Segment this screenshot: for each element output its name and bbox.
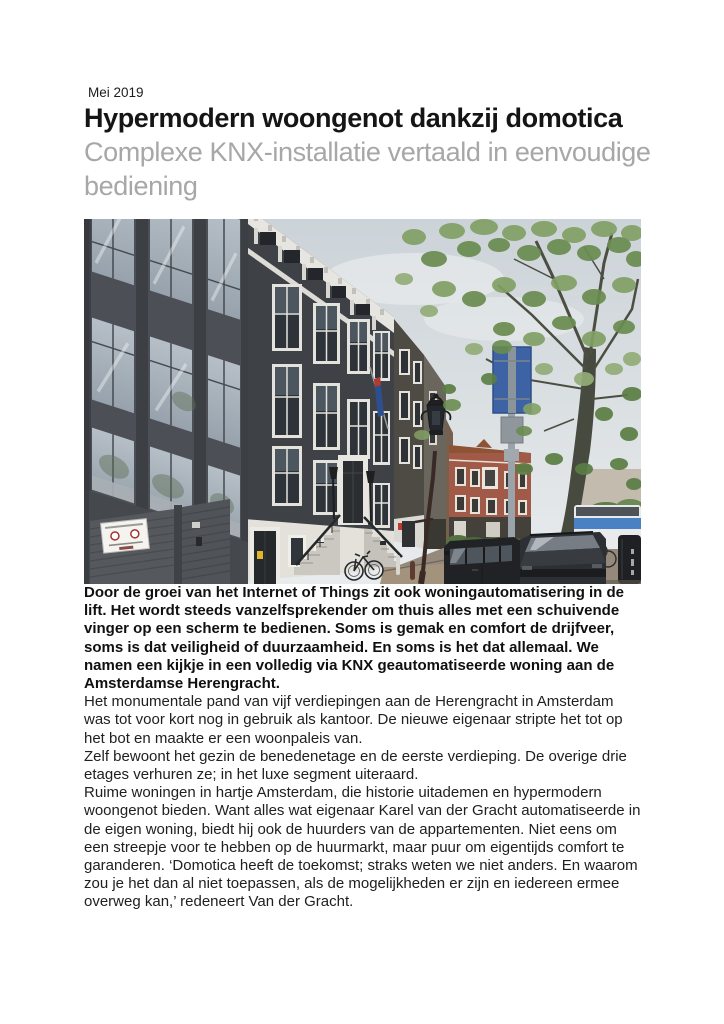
article-paragraph: Zelf bewoont het gezin de benedenetage en de eerste verdieping. De overige drie etages verhuren ze; in het luxe segment uiteraard. — [84, 747, 627, 784]
headline-subtitle: Complexe KNX-installatie vertaald in eenvoudige bediening — [84, 137, 651, 201]
article-intro: Door de groei van het Internet of Things zit ook woningautomatisering in de lift. Het wordt steeds vanzelfsprekender om thuis alles met een schuivende vinger op een scherm te bedienen. Soms is gemak en comfort de drijfveer, soms is dat veiligheid of duurzaamheid. En soms is het dat allemaal. We namen een kijkje in een volledig via KNX geautomatiseerde woning aan de Amsterdamse Herengracht. — [84, 584, 625, 693]
no-parking-sign — [101, 519, 150, 554]
article-paragraph: Het monumentale pand van vijf verdiepingen aan de Herengracht in Amsterdam was tot voor kort nog in gebruik als kantoor. De nieuwe eigenaar stripte het tot op het bot en maakte er een woonpaleis van. — [84, 693, 623, 747]
article-photo — [84, 219, 641, 584]
article-headline — [84, 101, 662, 203]
dark-cargo-box — [618, 535, 641, 584]
publication-date: Mei 2019 — [88, 85, 144, 100]
article-paragraph: Ruime woningen in hartje Amsterdam, die historie uitademen en hypermodern woongenot bieden. Want alles wat eigenaar Karel van der Gracht automatiseerde in de eigen woning, biedt hij ook de huurders van de appartementen. Niet eens om een streepje voor te hebben op de huurmarkt, maar puur om eigentijds comfort te garanderen. ‘Domotica heeft de toekomst; straks weten we niet anders. En waarom zou je het dan al niet toepassen, als de mogelijkheden er zijn en iedereen ermee overweg kan,’ redeneert Van der Gracht. — [84, 784, 641, 911]
article-body — [84, 584, 644, 912]
headline-title: Hypermodern woongenot dankzij domotica — [84, 103, 623, 133]
left-glass-building — [84, 219, 248, 584]
